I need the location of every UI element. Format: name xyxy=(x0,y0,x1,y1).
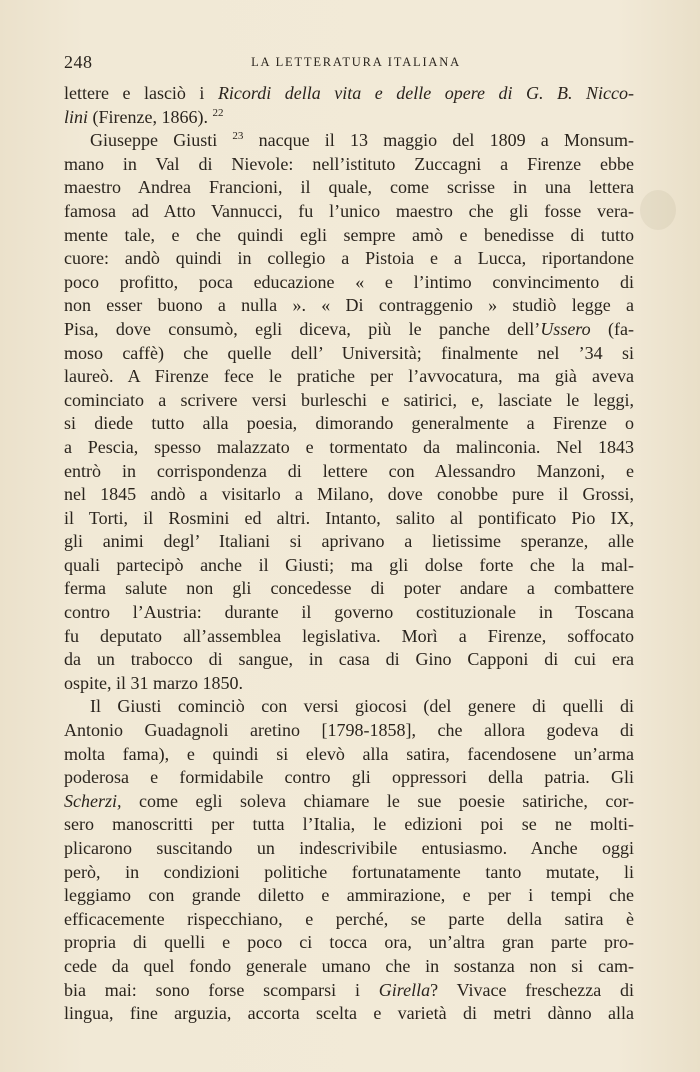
text-run: cominciato a scrivere versi burleschi e satirici, e, lasciate le leggi, xyxy=(64,389,634,410)
text-line xyxy=(64,318,634,342)
text-run: quali partecipò anche il Giusti; ma gli dolse forte che la mal- xyxy=(64,554,634,575)
text-line xyxy=(64,247,634,271)
text-run: Antonio Guadagnoli aretino [1798-1858], che allora godeva di xyxy=(64,720,634,741)
text-run: Giuseppe Giusti xyxy=(90,130,233,151)
text-line xyxy=(64,389,634,413)
text-run: entrò in corrispondenza di lettere con Alessandro Manzoni, e xyxy=(64,460,634,481)
running-head xyxy=(64,52,648,74)
text-run: ? Vivace freschezza di xyxy=(430,979,634,1000)
text-run: efficacemente rispecchiano, e perché, se parte della satira è xyxy=(64,908,634,929)
text-line xyxy=(64,129,634,153)
text-run: lettere e lasciò i xyxy=(64,83,218,103)
text-run: poderosa e formidabile contro gli oppressori della patria. Gli xyxy=(64,767,634,788)
text-line xyxy=(64,955,634,979)
text-line xyxy=(64,884,634,908)
text-run: poco profitto, poca educazione « e l’intimo convincimento di xyxy=(64,271,634,292)
text-run: a Pescia, spesso malazzato e tormentato da malinconia. Nel 1843 xyxy=(64,436,634,457)
text-line xyxy=(64,577,634,601)
text-line xyxy=(64,648,634,672)
text-run: come egli soleva chiamare le sue poesie satiriche, cor- xyxy=(121,790,634,811)
text-line xyxy=(64,294,634,318)
text-run: bia mai: sono forse scomparsi i xyxy=(64,979,379,1000)
text-line xyxy=(64,554,634,578)
text-line xyxy=(64,813,634,837)
text-line xyxy=(64,908,634,932)
text-run: non esser buono a nulla ». « Di contraggenio » studiò legge a xyxy=(64,295,634,316)
text-line xyxy=(64,625,634,649)
text-line xyxy=(64,342,634,366)
text-run: gli animi degl’ Italiani si aprivano a lietissime speranze, alle xyxy=(64,531,634,552)
text-run: fu deputato all’assemblea legislativa. Morì a Firenze, soffocato xyxy=(64,625,634,646)
text-line xyxy=(64,82,634,106)
italic-text: Ricordi della vita e delle opere di G. B. Nicco- xyxy=(217,83,634,103)
page-number: 248 xyxy=(64,52,93,72)
text-run: nacque il 13 maggio del 1809 a Monsum- xyxy=(243,130,634,151)
italic-text: Ussero xyxy=(540,318,591,339)
text-line xyxy=(64,412,634,436)
text-run: lingua, fine arguzia, accorta scelta e varietà di metri dànno alla xyxy=(64,1003,634,1024)
text-run: sero manoscritti per tutta l’Italia, le edizioni poi se ne molti- xyxy=(64,814,634,835)
text-run: plicarono suscitando un indescrivibile entusiasmo. Anche oggi xyxy=(64,838,634,858)
text-run: molta fama), e quindi si elevò alla satira, facendosene un’arma xyxy=(64,743,634,764)
text-line xyxy=(64,507,634,531)
text-line xyxy=(64,861,634,885)
text-line xyxy=(64,200,634,224)
text-run: mente tale, e che quindi egli sempre amò e benedisse di tutto xyxy=(64,224,634,245)
running-title: LA LETTERATURA ITALIANA xyxy=(251,55,461,69)
text-line xyxy=(64,460,634,484)
text-run: moso caffè) che quelle dell’ Università; finalmente nel ’34 si xyxy=(64,342,634,363)
text-run: famosa ad Atto Vannucci, fu l’unico maestro che gli fosse vera- xyxy=(64,200,634,221)
text-run: mano in Val di Nievole: nell’istituto Zuccagni a Firenze ebbe xyxy=(64,153,634,174)
paper-stain xyxy=(640,190,676,230)
text-line xyxy=(64,601,634,625)
text-run: contro l’Austria: durante il governo costituzionale in Toscana xyxy=(64,602,634,623)
text-line xyxy=(64,436,634,460)
text-line xyxy=(64,766,634,790)
text-run: (Firenze, 1866). xyxy=(88,106,213,127)
text-line xyxy=(64,719,634,743)
text-run: maestro Andrea Francioni, il quale, come scrisse in una lettera xyxy=(64,177,634,198)
footnote-ref: 23 xyxy=(232,130,244,143)
text-run: si diede tutto alla poesia, dimorando generalmente a Firenze o xyxy=(64,413,634,434)
text-run: ferma salute non gli concedesse di poter andare a combattere xyxy=(64,578,634,599)
text-line xyxy=(64,224,634,248)
text-line xyxy=(64,979,634,1003)
text-run: però, in condizioni politiche fortunatamente tanto mutate, li xyxy=(64,861,634,882)
text-run: ospite, il 31 marzo 1850. xyxy=(64,672,243,693)
text-line xyxy=(64,483,634,507)
text-line xyxy=(64,695,634,719)
italic-text: lini xyxy=(64,106,89,127)
text-line xyxy=(64,931,634,955)
text-run: propria di quelli e poco ci tocca ora, un’altra gran parte pro- xyxy=(64,932,634,953)
text-run: cuore: andò quindi in collegio a Pistoia e a Lucca, riportandone xyxy=(64,248,634,269)
text-run: (fa- xyxy=(590,318,634,339)
text-line xyxy=(64,790,634,814)
text-run: nel 1845 andò a visitarlo a Milano, dove conobbe pure il Grossi, xyxy=(64,484,634,505)
text-line xyxy=(64,530,634,554)
italic-text: Girella xyxy=(378,979,431,1000)
text-run: il Torti, il Rosmini ed altri. Intanto, salito al pontificato Pio IX, xyxy=(64,507,634,528)
text-line xyxy=(64,1002,634,1026)
text-run: Il Giusti cominciò con versi giocosi (del genere di quelli di xyxy=(90,696,634,717)
text-line xyxy=(64,365,634,389)
text-run: cede da quel fondo generale umano che in sostanza non si cam- xyxy=(64,955,634,976)
text-run: leggiamo con grande diletto e ammirazione, e per i tempi che xyxy=(64,885,634,906)
text-run: Pisa, dove consumò, egli diceva, più le panche dell’ xyxy=(64,318,541,339)
footnote-ref: 22 xyxy=(212,106,224,119)
text-run: laureò. A Firenze fece le pratiche per l’avvocatura, ma già aveva xyxy=(64,366,634,387)
text-line xyxy=(64,672,634,696)
text-line xyxy=(64,271,634,295)
italic-text: Scherzi, xyxy=(64,790,122,811)
text-line xyxy=(64,153,634,177)
body-text xyxy=(64,82,634,1026)
text-line xyxy=(64,176,634,200)
text-line xyxy=(64,837,634,861)
text-line xyxy=(64,743,634,767)
text-run: da un trabocco di sangue, in casa di Gino Capponi di cui era xyxy=(64,649,634,670)
text-line xyxy=(64,106,634,130)
